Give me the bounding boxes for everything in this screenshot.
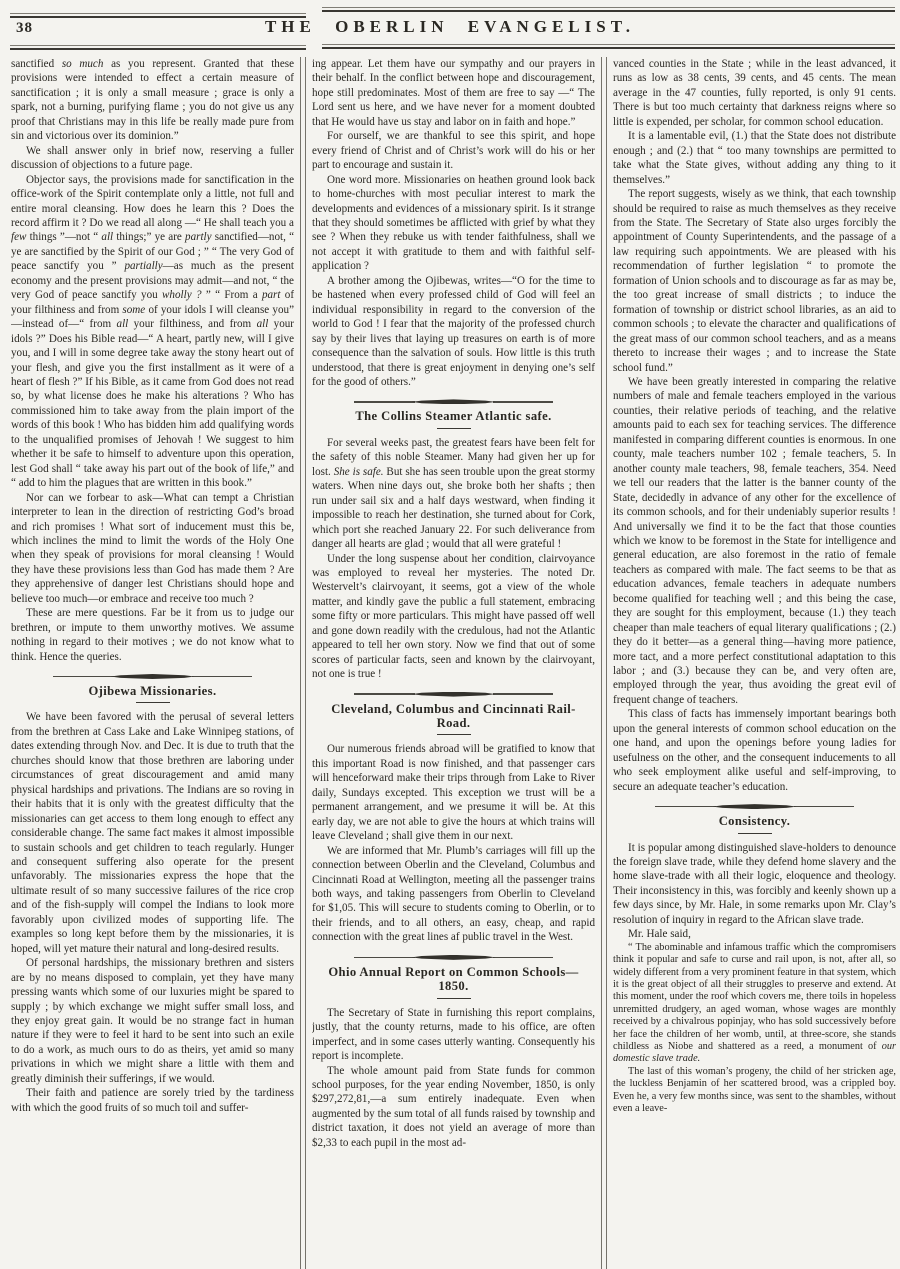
article-divider [354, 955, 553, 960]
heading-rule [136, 702, 170, 703]
divider-line [493, 957, 554, 958]
article-paragraph: Of personal hardships, the missionary brethren and sisters are by no means disposed to complain, yet they have many pressing wants which some of our luxuries might be spared to supply ; by which exchange we might suffer small loss, and they enjoy great gain. It would be no strange fact in human nature if they were to feel it hard to be sent into such an exile to do a work, as much ours to do as theirs, yet amid so many privations in which we might share a little with them and greatly diminish their sufferings, if we would. [11, 957, 294, 1085]
article-paragraph: We have been greatly interested in comparing the relative numbers of male and female teachers employed in the various counties, their relative periods of teaching, and the relative amounts paid to each sex for teaching services. The difference manifested in comparing different counties is enormous. In one county, male teachers number 102 ; female teachers, 5. In another county male teachers, 98, female teachers, 354. Need we tell our readers that the latter is the banner county of the State, decidedly in advance of any other for the excellence of its common schools, and for their undeniably superior results ! And universally we find it to be the fact that those counties which we know to be foremost in the State for intelligence and general education, are also foremost in the ratio of female teachers as compared with male. The fact seems to be that as education advances, female teachers in adequate numbers become qualified for teaching well ; and this being the case, they are sought for this employment, because (1.) they teach cheaper than male teachers of equal literary qualifications ; (2.) they do it better—as a general thing—having more patience, more tact, and a more perfect constitutional adaptation to this labor ; and (3.) because they can be, and very often are, employed through the year, thus avoiding the great evil of frequent change of teachers. [613, 375, 896, 706]
divider-line [655, 806, 716, 807]
article-heading: Ojibewa Missionaries. [88, 684, 217, 699]
divider-line [354, 693, 415, 694]
article-paragraph: Mr. Hale said, [628, 928, 691, 941]
article-paragraph: Our numerous friends abroad will be gratified to know that this important Road is now finished, and that passenger cars will henceforward make their trips through from Lake to River daily, Sundays excepted. This exception we trust will be a permanent arrangement, and we presume it will be. At this early day, we are not able to give the hours at which trains will leave Cleveland ; shall give them in our next. [312, 743, 595, 843]
divider-line [493, 693, 554, 694]
divider-line [192, 676, 253, 677]
column-separator-2 [601, 57, 607, 1269]
divider-line [794, 806, 855, 807]
article-paragraph: sanctified so much as you represent. Granted that these provisions were intended to effect a certain measure of sanctification ; it is only a small measure ; grace is only a spark, not a burning, purifying flame ; you do not give us any proof that Christians may in this life be really made pure from sin and victorious over its dominion.” [11, 58, 294, 143]
header-rule-bottom-right [322, 44, 895, 49]
article-paragraph: The last of this woman’s progeny, the child of her stricken age, the luckless Benjamin of her scattered brood, was a crippled boy. Even he, a very few months since, was sent to the shambles, without even a leave- [613, 1065, 896, 1115]
divider-spindle-ornament [713, 804, 797, 809]
article-paragraph: A brother among the Ojibewas, writes—“O for the time to be hastened when every professed child of God will feel an individual responsibility in regard to the conversion of the world to God ! I fear that the majority of the professed church say by their lives that laying up treasures on earth is of more consequence than the salvation of souls. How little is this truth understood, that there is great enjoyment in denying one’s self for the good of others.” [312, 274, 595, 388]
article-paragraph: One word more. Missionaries on heathen ground look back to home-churches with most peculiar interest to mark the developments and evidences of a missionary spirit. Is it strange that they should sometimes be afflicted with grief by what they see ? When they rebuke us with tender faithfulness, shall we not accept it with gratitude to them and with faithful self-application ? [312, 173, 595, 273]
article-paragraph: It is popular among distinguished slave-holders to denounce the foreign slave trade, while they defend home slavery and the home slave-trade with all their logic, eloquence and theology. Their inconsistency in this, was forcibly and keenly shown up a few days since, by Mr. Hale, in some remarks upon Mr. Clay’s resolution of inquiry in regard to the African slave trade. [613, 841, 896, 926]
article-paragraph: ing appear. Let them have our sympathy and our prayers in their behalf. In the conflict between hope and discouragement, hope still predominates. Most of them are free to say —“ The Lord sent us here, and we have never for a moment doubted that He would have us stay and labor on in faith and hope.” [312, 58, 595, 128]
divider-line [354, 957, 415, 958]
article-paragraph: These are mere questions. Far be it from us to judge our brethren, or impute to them unworthy motives. We assume nothing in regard to their motives ; we do not know what to think. Hence the queries. [11, 607, 294, 663]
article-heading: Cleveland, Columbus and Cincinnati Rail-Road. [331, 701, 576, 731]
article-divider [53, 674, 252, 679]
text-column-1 [11, 57, 294, 1269]
article-paragraph: The Secretary of State in furnishing this report complains, justly, that the county returns, made to his office, are often imperfect, and in some cases utterly wanting. Consequently his report is incomplete. [312, 1006, 595, 1063]
heading-rule [437, 998, 471, 999]
article-paragraph: vanced counties in the State ; while in the least advanced, it runs as low as 38 cents, 39 cents, and 45 cents. The mean average in the 47 counties, fully reported, is only 91 cents. There is but too much certainty that darkness reigns where so little is expended, per scholar, for common school education. [613, 58, 896, 128]
article-paragraph: We shall answer only in brief now, reserving a fuller discussion of objections to a future page. [11, 144, 294, 172]
text-column-3 [613, 57, 896, 1269]
heading-rule [738, 833, 772, 834]
article-paragraph: This class of facts has immensely important bearings both upon the general interests of common school education on the one hand, and upon the openings before young ladies for usefulness on the other, and the consequent inducements to all who seek employment alike useful and self-improving, to secure an adequate teacher’s education. [613, 708, 896, 793]
page-number: 38 [16, 20, 33, 36]
article-paragraph: We are informed that Mr. Plumb’s carriages will fill up the connection between Oberlin and the Cleveland, Columbus and Cincinnati Road at Wellington, meeting all the passenger trains both ways, and taking passengers from Oberlin to Cleveland for $1,05. This will secure to students coming to Oberlin, or to their friends, and to all others, an easy, cheap, and rapid connection with the great lines af public travel in the West. [312, 844, 595, 944]
header-rule-top-right [322, 7, 895, 12]
masthead-title: THE OBERLIN EVANGELIST. [264, 17, 636, 36]
text-column-2 [312, 57, 595, 1269]
heading-rule [437, 734, 471, 735]
article-paragraph: The whole amount paid from State funds for common school purposes, for the year ending November, 1850, is only $297,272,81,—a sum entirely inadequate. Even when augmented by the sum total of all funds raised by township and district taxation, it does not yield an average of more than $2,33 to each pupil in the most ad- [312, 1064, 595, 1149]
article-paragraph: It is a lamentable evil, (1.) that the State does not distribute enough ; and (2.) that “ too many townships are permitted to take what the State gives, without adding any thing to it themselves.” [613, 130, 896, 186]
article-paragraph: Under the long suspense about her condition, clairvoyance was employed to reveal her mysteries. The noted Dr. Westervelt’s clairvoyant, it seems, got a view of the whole matter, and kindly gave the public a full statement, embracing some fifty or more particulars. This might have passed off well and gone down readily with the credulous, had not the Atlantic appeared to tell her own story. Now we find that out of some scores of particular facts, seen and known by the clairvoyant, not one is true ! [312, 552, 595, 681]
article-paragraph: For several weeks past, the greatest fears have been felt for the safety of this noble Steamer. Many had given her up for lost. She is safe. But she has seen trouble upon the great stormy waters. When nine days out, she broke both her shafts ; then run under sail six and a half days westward, when finding it impossible to reach her destination, she turned about for Cork, which port she reached January 22. For such deliverance from danger all hearts are glad ; would that all were grateful ! [312, 436, 595, 551]
divider-spindle-ornament [412, 399, 496, 404]
divider-spindle-ornament [412, 692, 496, 697]
article-heading: The Collins Steamer Atlantic safe. [355, 409, 552, 424]
article-heading: Ohio Annual Report on Common Schools—1850. [328, 964, 579, 994]
article-divider [354, 692, 553, 697]
page-body [11, 57, 894, 1269]
divider-spindle-ornament [412, 955, 496, 960]
article-paragraph: We have been favored with the perusal of several letters from the brethren at Cass Lake and Lake Winnipeg stations, of dates extending through Nov. and Dec. It is due to truth that the churches should know that those brethren are laboring under circumstances of great discouragement and amid many physical hardships and privations. The Indians are so roving in their habits that it is only with the greatest difficulty that the missionaries can get access to them long enough to effect any considerable change. The same fact makes it almost impossible to sustain schools and get children to teach regularly. Hunger and consequent suffering also operate for the present unfavorably. The missionaries express the hope that the ultimate result of so many successive failures of the rice crop and of the fish-supply will compel the Indians to look more favorably upon civilized modes of supporting life. The examples so long kept before them by the missionaries, it is hoped, will yet mature their natural and long-desired results. [11, 711, 294, 955]
divider-line [493, 401, 554, 402]
article-divider [354, 399, 553, 404]
article-paragraph: Their faith and patience are sorely tried by the tardiness with which the good fruits of so much toil and suffer- [11, 1087, 294, 1114]
article-paragraph: “ The abominable and infamous traffic which the compromisers think it popular and safe to curse and rail upon, is not, after all, so widely different from a very prominent feature in that system, which it is the great object of all their struggles to preserve and extend. At this moment, under the roof which covers me, there toils in hopeless unremitted drudgery, an aged woman, whose wages are monthly received by a chivalrous popinjay, who has sold successively before her face the children of her womb, until, at three-score, she stands childless as Niobe and shattered as a reed, a monument of our domestic slave trade. [613, 941, 896, 1065]
article-paragraph: The report suggests, wisely as we think, that each township should be required to raise as much themselves as they receive from the State. The Secretary of State also urges forcibly the appointment of County Superintendents, and the passage of a law requiring such appointments. We are pleased with his recommendation of further legislation “ to promote the formation of Union schools and to discourage as far as may be, the too great increase of small districts ; to induce the formation of township or district school libraries, as an aid to common schools ; to elevate the character and qualifications of the great mass of our common school teachers, and as a means thereto to increase their wages ; and to increase the State school fund.” [613, 188, 896, 374]
article-paragraph: Nor can we forbear to ask—What can tempt a Christian interpreter to lean in the direction of restricting God’s broad and rich promises ! What sort of inducement must this be, which inclines the mind to limit the words of the Holy One when they speak of provisions for moral cleansing ! Would they have these provisions less than God has made them ? Are they apprehensive of danger lest Christians should hope and believe too much—or embrace and receive too much ? [11, 491, 294, 605]
article-heading: Consistency. [718, 814, 791, 829]
divider-line [354, 401, 415, 402]
article-divider [655, 804, 854, 809]
article-paragraph: Objector says, the provisions made for sanctification in the office-work of the Spirit contemplate only a little, not full and entire moral cleansing. How does he learn this ? Does the record affirm it ? Do we read all along —“ He shall teach you a few things ”—not “ all things;” ye are partly sanctified—not, “ ye are sanctified by the Spirit of our God ; ” “ The very God of peace sanctify you ” partially—as much as the present economy and the present provisions may admit—and not, “ the very God of peace sanctify you wholly ? ” “ From a part of your filthiness and from some of your idols I will cleanse you” —instead of—“ from all your filthiness, and from all your idols ?” Does his Bible read—“ A heart, partly new, will I give you, and I will in some degree take away the stony heart out of your flesh, and give you the first installment as it were of a heart of flesh ?” If his Bible, as it came from God does not read so, by what license does he make his alterations ? Who has commissioned him to take away from the plain import of the words of this book ! Who has bidden him add qualifying words to the unqualified promises of Jehovah ! We suggest to him whether it be safe to himself to adventure upon this operation, lest God shall “ take away his part out of the book of life,” and “ add to him the plagues that are written in this book.” [11, 173, 294, 490]
header-rule-bottom-left [10, 45, 306, 50]
heading-rule [437, 428, 471, 429]
column-separator-1 [300, 57, 306, 1269]
divider-spindle-ornament [111, 674, 195, 679]
divider-line [53, 676, 114, 677]
article-paragraph: For ourself, we are thankful to see this spirit, and hope every friend of Christ and of Christ’s work will do his or her part to encourage and sustain it. [312, 130, 595, 172]
